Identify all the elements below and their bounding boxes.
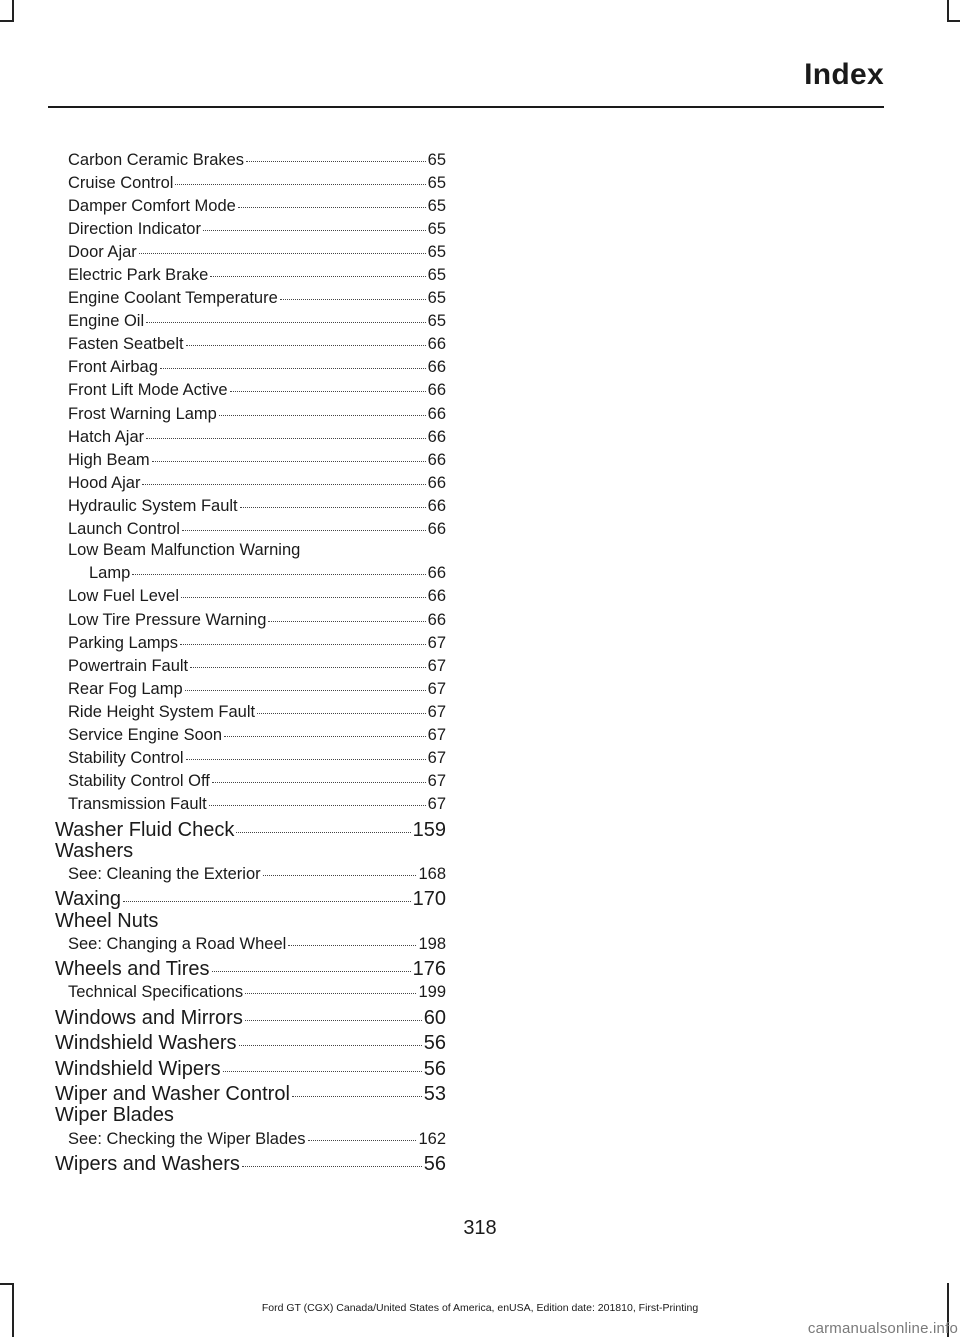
index-entry-page: 66 (427, 450, 446, 469)
dot-leader (245, 1004, 422, 1021)
dot-leader (146, 425, 426, 439)
index-entry-label: Wheels and Tires (55, 958, 210, 981)
index-entry (55, 1150, 446, 1175)
index-entry (55, 932, 446, 955)
index-entry-page: 66 (427, 473, 446, 492)
index-entry (55, 885, 446, 910)
index-entry-label: Wipers and Washers (55, 1152, 240, 1175)
dot-leader (268, 608, 425, 622)
index-entry-page: 170 (412, 888, 446, 911)
index-entry-label: See: Checking the Wiper Blades (68, 1129, 306, 1148)
index-entry-label: Low Fuel Level (68, 587, 179, 606)
index-entry-label: Cruise Control (68, 173, 174, 192)
index-entry-label: Frost Warning Lamp (68, 404, 217, 423)
index-entry-page: 67 (427, 702, 446, 721)
index-entry-label: Carbon Ceramic Brakes (68, 150, 245, 169)
dot-leader (132, 562, 425, 576)
dot-leader (257, 700, 426, 714)
index-entry-page: 65 (427, 173, 446, 192)
index-entry (55, 356, 446, 379)
crop-mark-top-left-horizontal (0, 20, 14, 22)
index-entry-page: 66 (427, 358, 446, 377)
index-entry (55, 448, 446, 471)
index-entry-label: Low Tire Pressure Warning (68, 610, 267, 629)
index-entry-label: Damper Comfort Mode (68, 196, 236, 215)
dot-leader (186, 746, 426, 760)
index-entry (55, 631, 446, 654)
index-entry-label: Technical Specifications (68, 983, 244, 1002)
index-entry-label: Rear Fog Lamp (68, 679, 183, 698)
index-entry (55, 240, 446, 263)
index-entry-label: Engine Coolant Temperature (68, 289, 278, 308)
dot-leader (152, 448, 426, 462)
index-entry-page: 65 (427, 289, 446, 308)
index-entry-page: 60 (423, 1006, 446, 1029)
dot-leader (182, 517, 426, 531)
index-entry (55, 1080, 446, 1105)
index-entry-label: Windshield Washers (55, 1032, 237, 1055)
index-entry (55, 333, 446, 356)
dot-leader (246, 148, 426, 162)
index-entry-page: 65 (427, 150, 446, 169)
index-entry-label: Windows and Mirrors (55, 1006, 243, 1029)
index-entry (55, 194, 446, 217)
index-entry-label: Launch Control (68, 519, 180, 538)
index-entry-page: 65 (427, 312, 446, 331)
index-entry-page: 67 (427, 749, 446, 768)
dot-leader (180, 631, 426, 645)
index-heading (55, 911, 446, 932)
page-number: 318 (463, 1217, 497, 1239)
index-entry-label: Washer Fluid Check (55, 818, 235, 841)
index-entry-label: Stability Control (68, 749, 184, 768)
index-entry-page: 66 (427, 519, 446, 538)
dot-leader (288, 932, 416, 946)
index-entry (55, 286, 446, 309)
index-entry-page: 65 (427, 196, 446, 215)
index-entry-page: 56 (423, 1152, 446, 1175)
dot-leader (146, 310, 426, 324)
index-entry (55, 379, 446, 402)
index-entry-page: 66 (427, 335, 446, 354)
page-title: Index (804, 58, 884, 91)
dot-leader (245, 981, 416, 995)
index-entry-label: Wiper and Washer Control (55, 1083, 290, 1106)
dot-leader (186, 333, 426, 347)
dot-leader (236, 816, 410, 833)
index-entry-page: 159 (412, 818, 446, 841)
index-entry-label: Lamp (89, 564, 131, 583)
index-entry-label: Transmission Fault (68, 795, 207, 814)
index-entry (55, 723, 446, 746)
index-entry (55, 654, 446, 677)
dot-leader (210, 263, 425, 277)
dot-leader (240, 494, 426, 508)
dot-leader (212, 955, 411, 972)
index-entry-label: Washers (55, 841, 134, 862)
crop-mark-bottom-left-horizontal (0, 1283, 14, 1285)
dot-leader (224, 723, 426, 737)
index-entry-label: Wheel Nuts (55, 910, 159, 932)
index-entry (55, 700, 446, 723)
index-entry (55, 585, 446, 608)
index-entry-label: Front Airbag (68, 358, 158, 377)
index-entry (55, 517, 446, 540)
index-entry-page: 66 (427, 587, 446, 606)
index-entry-page: 67 (427, 725, 446, 744)
index-entry-label: Parking Lamps (68, 633, 179, 652)
index-entry-label: Fasten Seatbelt (68, 335, 184, 354)
dot-leader (139, 240, 426, 254)
index-entry (55, 981, 446, 1004)
index-entry (55, 608, 446, 631)
dot-leader (142, 471, 425, 485)
index-entry-page: 65 (427, 219, 446, 238)
crop-mark-top-right-horizontal (947, 20, 960, 22)
dot-leader (238, 194, 426, 208)
index-entry-page: 176 (412, 958, 446, 981)
index-entry (55, 148, 446, 171)
index-entry-label: Direction Indicator (68, 219, 201, 238)
index-entry-label: Hydraulic System Fault (68, 496, 238, 515)
dot-leader (181, 585, 426, 599)
watermark: carmanualsonline.info (807, 1320, 958, 1337)
index-entry-page: 67 (427, 795, 446, 814)
index-entry-page: 168 (418, 865, 446, 884)
crop-mark-top-right-vertical (947, 0, 949, 22)
index-entry (55, 677, 446, 700)
index-entry-label: Hood Ajar (68, 473, 141, 492)
index-entry-label: See: Changing a Road Wheel (68, 934, 287, 953)
index-entry (55, 769, 446, 792)
dot-leader (308, 1127, 417, 1141)
dot-leader (123, 885, 411, 902)
dot-leader (185, 677, 426, 691)
dot-leader (160, 356, 426, 370)
index-entry (55, 263, 446, 286)
index-entry-label: Electric Park Brake (68, 266, 209, 285)
header-rule (48, 106, 884, 108)
dot-leader (263, 862, 417, 876)
index-entry-page: 199 (418, 983, 446, 1002)
index-entry-page: 67 (427, 772, 446, 791)
dot-leader (292, 1080, 422, 1097)
index-entry (55, 746, 446, 769)
index-entry (55, 494, 446, 517)
index-entry-label: Stability Control Off (68, 772, 210, 791)
index-entry-label: Windshield Wipers (55, 1057, 221, 1080)
index-entry-page: 66 (427, 427, 446, 446)
index-entry-page: 56 (423, 1057, 446, 1080)
dot-leader (203, 217, 426, 231)
index-entry-page: 66 (427, 496, 446, 515)
dot-leader (190, 654, 426, 668)
index-entry-page: 56 (423, 1032, 446, 1055)
index-entry-page: 67 (427, 679, 446, 698)
index-column (55, 148, 446, 1175)
index-entry-label: Ride Height System Fault (68, 702, 256, 721)
index-entry-label: Engine Oil (68, 312, 145, 331)
index-entry-page: 198 (418, 934, 446, 953)
index-entry (55, 862, 446, 885)
index-entry (55, 217, 446, 240)
index-entry-page: 65 (427, 242, 446, 261)
index-entry-label: High Beam (68, 450, 150, 469)
index-entry (55, 425, 446, 448)
index-entry (55, 793, 446, 816)
dot-leader (242, 1150, 422, 1167)
index-entry (55, 1004, 446, 1029)
index-entry (55, 1029, 446, 1054)
index-heading (55, 1105, 446, 1126)
index-entry-page: 53 (423, 1083, 446, 1106)
index-entry (55, 402, 446, 425)
index-entry (55, 816, 446, 841)
index-entry (55, 1127, 446, 1150)
index-entry-page: 67 (427, 633, 446, 652)
crop-mark-top-left-vertical (12, 0, 14, 22)
index-entry (55, 471, 446, 494)
index-entry-label: Hatch Ajar (68, 427, 145, 446)
index-entry-label: Front Lift Mode Active (68, 381, 228, 400)
index-entry-label: Powertrain Fault (68, 656, 189, 675)
index-entry-page: 162 (418, 1129, 446, 1148)
index-entry-page: 66 (427, 404, 446, 423)
index-entry (55, 171, 446, 194)
index-entry-label: See: Cleaning the Exterior (68, 865, 261, 884)
index-entry-page: 65 (427, 266, 446, 285)
index-entry-label: Service Engine Soon (68, 725, 223, 744)
edition-footer: Ford GT (CGX) Canada/United States of America, enUSA, Edition date: 201810, First-Printing (261, 1302, 699, 1314)
index-entry-label: Waxing (55, 888, 121, 911)
dot-leader (223, 1055, 422, 1072)
index-entry (55, 955, 446, 980)
dot-leader (239, 1029, 422, 1046)
index-entry-label: Low Beam Malfunction Warning (68, 541, 301, 560)
index-heading (55, 841, 446, 862)
index-entry-page: 66 (427, 610, 446, 629)
index-entry (55, 1055, 446, 1080)
dot-leader (212, 769, 426, 783)
dot-leader (219, 402, 426, 416)
index-entry-label: Door Ajar (68, 242, 137, 261)
index-entry (55, 562, 446, 585)
index-entry-page: 67 (427, 656, 446, 675)
dot-leader (175, 171, 425, 185)
index-entry (55, 310, 446, 333)
index-entry (55, 540, 446, 561)
index-entry-page: 66 (427, 381, 446, 400)
dot-leader (230, 379, 426, 393)
index-entry-label: Wiper Blades (55, 1105, 174, 1127)
dot-leader (280, 286, 426, 300)
dot-leader (209, 793, 426, 807)
index-entry-page: 66 (427, 564, 446, 583)
